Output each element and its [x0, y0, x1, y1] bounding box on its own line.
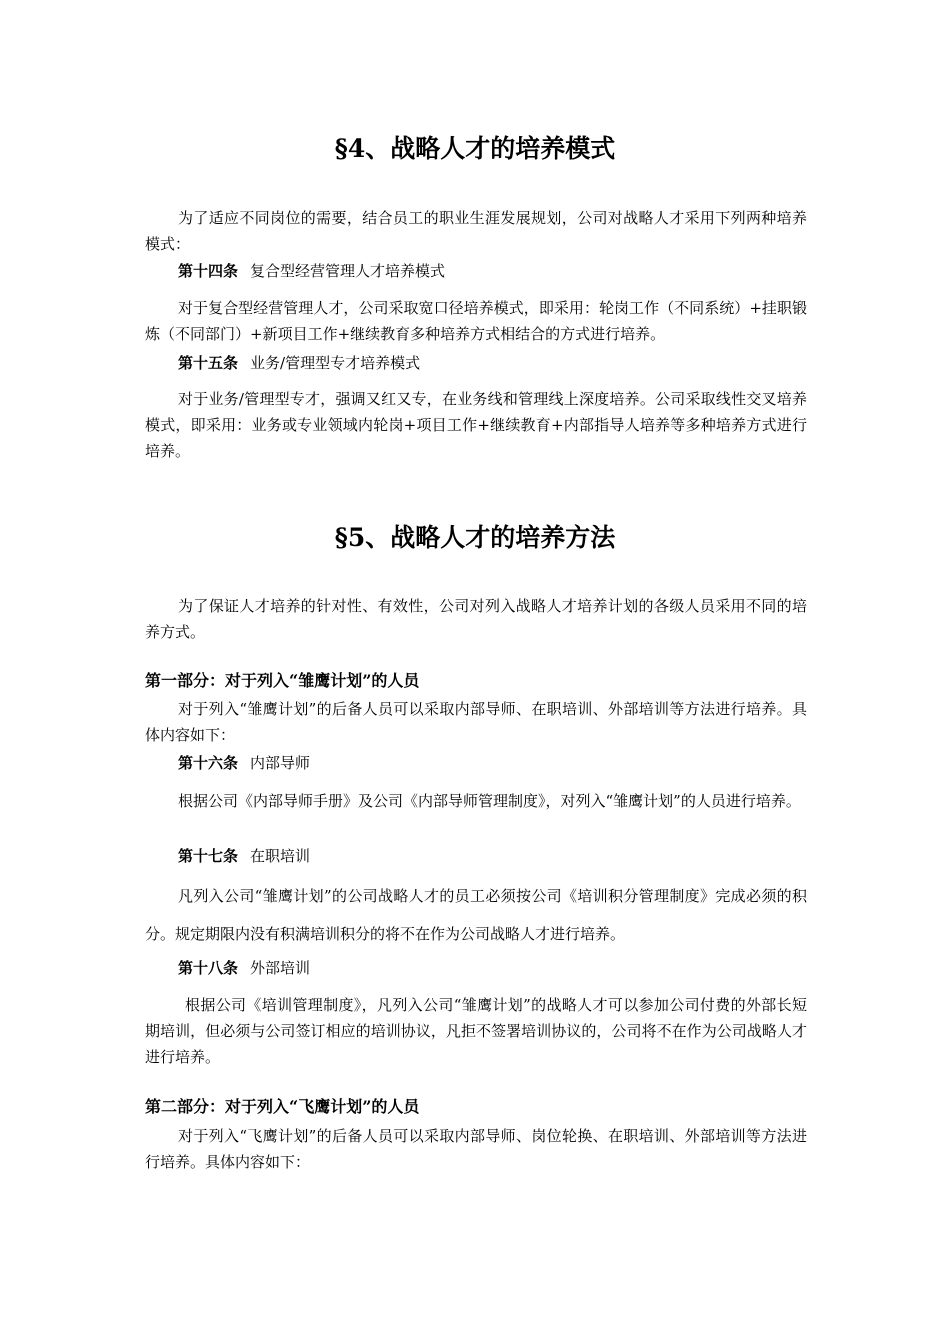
- article-17-label: 在职培训: [250, 847, 311, 865]
- article-14-text: 对于复合型经营管理人才，公司采取宽口径培养模式，即采用：轮岗工作（不同系统）+挂职锻炼（不同部门）+新项目工作+继续教育多种培养方式相结合的方式进行培养。: [145, 299, 807, 343]
- part-1-intro: 对于列入“雏鹰计划”的后备人员可以采取内部导师、在职培训、外部培训等方法进行培养。具体内容如下：: [145, 700, 807, 744]
- article-18-heading: [178, 957, 798, 979]
- article-17-text: 凡列入公司“雏鹰计划”的公司战略人才的员工必须按公司《培训积分管理制度》完成必须的积分。规定期限内没有积满培训积分的将不在作为公司战略人才进行培养。: [145, 887, 807, 943]
- article-17-heading: [178, 845, 798, 867]
- section-4-intro: 为了适应不同岗位的需要，结合员工的职业生涯发展规划，公司对战略人才采用下列两种培养模式：: [145, 209, 807, 253]
- article-15-text: 对于业务/管理型专才，强调又红又专，在业务线和管理线上深度培养。公司采取线性交叉培养模式，即采用：业务或专业领域内轮岗+项目工作+继续教育+内部指导人培养等多种培养方式进行培养。: [145, 390, 807, 460]
- section-5-intro: 为了保证人才培养的针对性、有效性，公司对列入战略人才培养计划的各级人员采用不同的培养方式。: [145, 597, 807, 641]
- article-18-number: 第十八条: [178, 959, 239, 977]
- article-18-label: 外部培训: [250, 959, 311, 977]
- section-5-title: §5、战略人才的培养方法: [334, 523, 616, 552]
- article-16-number: 第十六条: [178, 754, 239, 772]
- article-16-label: 内部导师: [250, 754, 311, 772]
- article-15-number: 第十五条: [178, 354, 239, 372]
- article-14-heading: [178, 260, 798, 282]
- part-1-heading: 第一部分：对于列入“雏鹰计划”的人员: [145, 671, 420, 690]
- article-15-heading: [178, 352, 798, 374]
- part-2-heading: 第二部分：对于列入“飞鹰计划”的人员: [145, 1097, 420, 1116]
- article-17-number: 第十七条: [178, 847, 239, 865]
- section-4-title: §4、战略人才的培养模式: [334, 134, 616, 163]
- article-18-text: 根据公司《培训管理制度》，凡列入公司“雏鹰计划”的战略人才可以参加公司付费的外部长短期培训，但必须与公司签订相应的培训协议，凡拒不签署培训协议的，公司将不在作为公司战略人才进行培养。: [145, 996, 807, 1066]
- article-16-text: 根据公司《内部导师手册》及公司《内部导师管理制度》，对列入“雏鹰计划”的人员进行培养。: [178, 792, 801, 810]
- article-15-label: 业务/管理型专才培养模式: [250, 354, 421, 372]
- article-14-label: 复合型经营管理人才培养模式: [250, 262, 446, 280]
- article-16-heading: [178, 752, 798, 774]
- article-14-number: 第十四条: [178, 262, 239, 280]
- part-2-intro: 对于列入“飞鹰计划”的后备人员可以采取内部导师、岗位轮换、在职培训、外部培训等方法进行培养。具体内容如下：: [145, 1127, 807, 1171]
